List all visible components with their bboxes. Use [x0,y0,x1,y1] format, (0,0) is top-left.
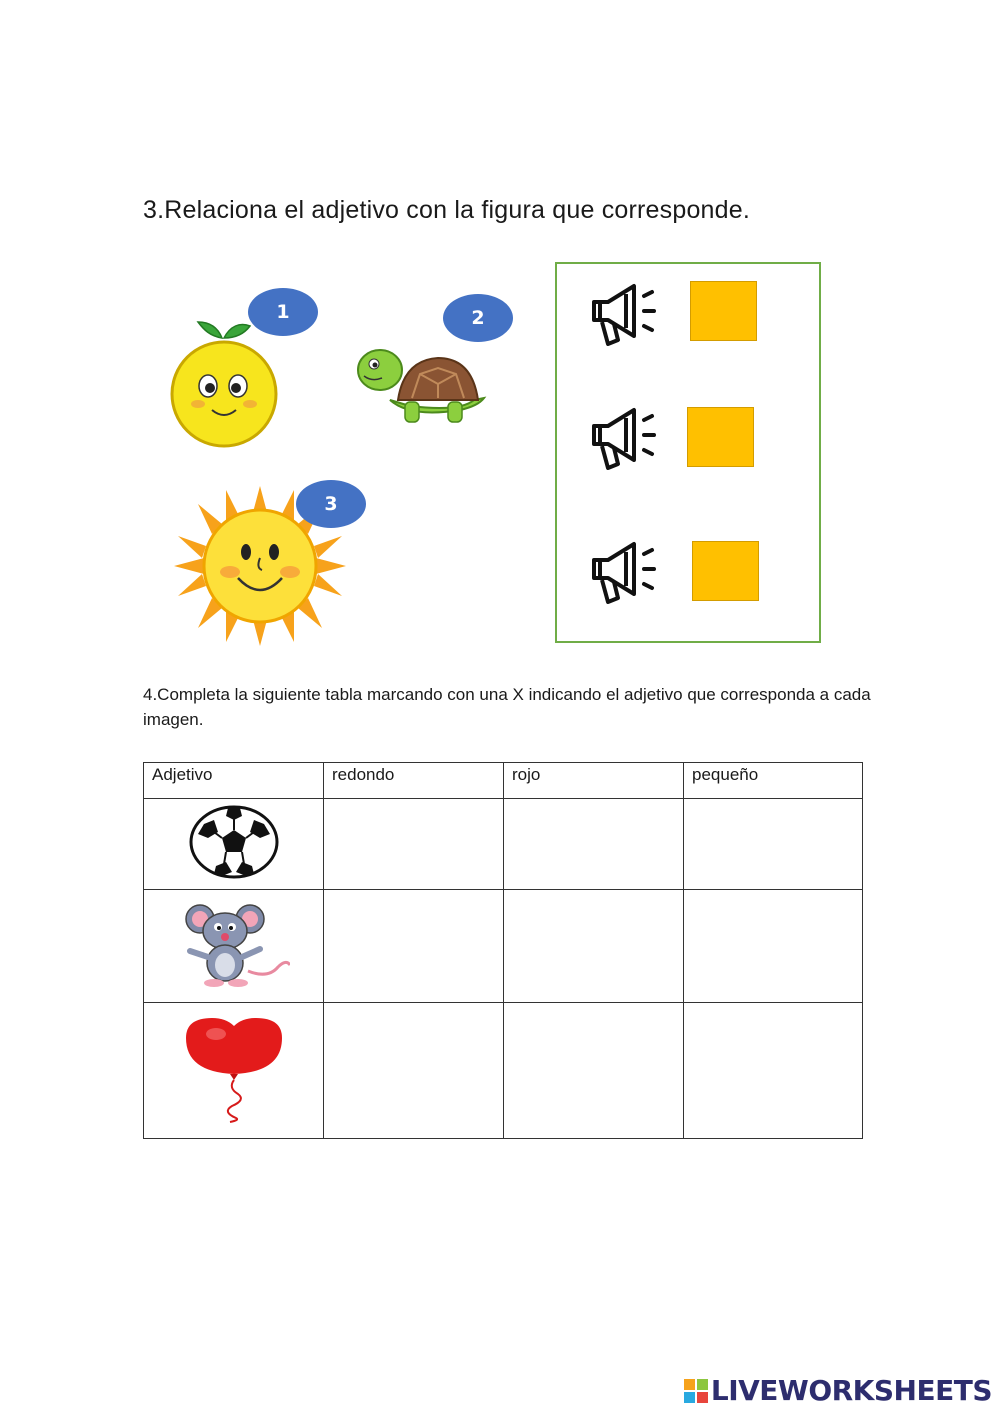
adjective-table [143,762,863,1139]
header-pequeno: pequeño [684,763,863,799]
question-3-title: 3.Relaciona el adjetivo con la figura que corresponde. [143,196,751,224]
question-4-instruction: 4.Completa la siguiente tabla marcando con una X indicando el adjetivo que corresponda a cada imagen. [143,685,871,729]
liveworksheets-logo-icon [683,1378,709,1404]
answer-slot-1[interactable] [690,281,757,341]
table-header-row [144,763,863,799]
image-cell [144,799,324,890]
megaphone-icon[interactable] [586,406,660,470]
cell-rojo[interactable] [504,1003,684,1139]
red-balloon-illustration [182,1012,286,1124]
cell-pequeno[interactable] [684,1003,863,1139]
cell-rojo[interactable] [504,890,684,1003]
cell-rojo[interactable] [504,799,684,890]
badge-1: 1 [248,288,318,336]
answer-slot-3[interactable] [692,541,759,601]
cell-pequeno[interactable] [684,799,863,890]
mouse-illustration [178,901,290,987]
soccer-ball-illustration [188,804,280,880]
cell-redondo[interactable] [324,799,504,890]
table-row [144,1003,863,1139]
liveworksheets-logo [683,1374,992,1407]
header-rojo: rojo [504,763,684,799]
badge-3: 3 [296,480,366,528]
header-adjetivo: Adjetivo [144,763,324,799]
badge-2: 2 [443,294,513,342]
image-cell [144,1003,324,1139]
megaphone-icon[interactable] [586,282,660,346]
turtle-illustration [350,340,490,430]
cell-redondo[interactable] [324,1003,504,1139]
header-redondo: redondo [324,763,504,799]
image-cell [144,890,324,1003]
table-row [144,890,863,1003]
cell-redondo[interactable] [324,890,504,1003]
answer-slot-2[interactable] [687,407,754,467]
lemon-illustration [160,318,285,448]
megaphone-icon[interactable] [586,540,660,604]
cell-pequeno[interactable] [684,890,863,1003]
brand-text: LIVEWORKSHEETS [710,1374,992,1407]
table-row [144,799,863,890]
